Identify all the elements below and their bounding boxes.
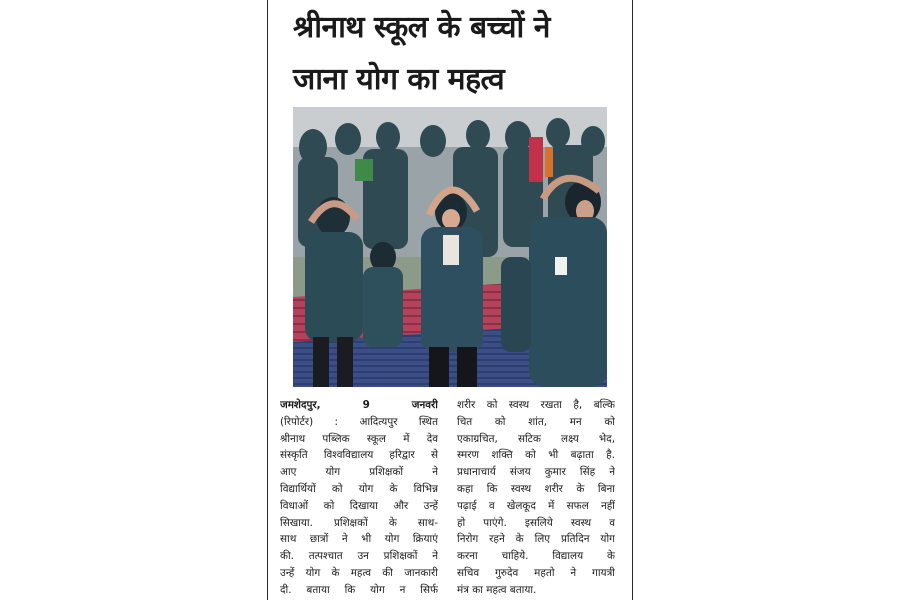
article-line: संस्कृति विश्वविद्यालय हरिद्वार से xyxy=(280,449,438,462)
article-line: एकाग्रचित, सटिक लक्ष्य भेद, xyxy=(457,432,615,445)
headline-line-2: जाना योग का महत्व xyxy=(293,62,505,97)
article-line: चित को शांत, मन को xyxy=(457,415,615,428)
article-line: साथ छात्रों ने भी योग क्रियाएं xyxy=(280,533,438,546)
newspaper-clipping xyxy=(267,0,633,600)
article-column-left xyxy=(280,397,438,599)
article-line: श्रीनाथ पब्लिक स्कूल में देव xyxy=(280,432,438,445)
article-line: विद्यार्थियों को योग के विभिन्न xyxy=(280,482,438,495)
article-line: मंत्र का महत्व बताया. xyxy=(457,583,537,596)
article-line: शरीर को स्वस्थ रखता है, बल्कि xyxy=(457,399,615,411)
article-column-right xyxy=(457,397,615,599)
article-line: हो पाएंगे. इसलिये स्वस्थ व xyxy=(457,516,615,529)
article-line: करना चाहिये. विद्यालय के xyxy=(457,550,615,563)
article-line: (रिपोर्टर) : आदित्यपुर स्थित xyxy=(280,415,438,428)
headline xyxy=(293,2,613,106)
article-line: कहा कि स्वस्थ शरीर के बिना xyxy=(457,482,615,495)
article-line: सचिव गुरुदेव महतो ने गायत्री xyxy=(457,566,615,579)
headline-line-1: श्रीनाथ स्कूल के बच्चों ने xyxy=(293,10,550,45)
article-line: विधाओं को दिखाया और उन्हें xyxy=(280,499,438,512)
photo-illustration xyxy=(293,107,607,387)
article-line: की. तत्पश्चात उन प्रशिक्षकों ने xyxy=(280,550,438,563)
article-line: उन्हें योग के महत्व की जानकारी xyxy=(280,566,438,579)
article-line: पढ़ाई व खेलकूद में सफल नहीं xyxy=(457,499,615,512)
article-line: प्रधानाचार्य संजय कुमार सिंह ने xyxy=(457,466,615,479)
article-line: सिखाया. प्रशिक्षकों के साथ- xyxy=(280,516,438,529)
article-line: आए योग प्रशिक्षकों ने xyxy=(280,466,438,479)
article-line: दी. बताया कि योग न सिर्फ xyxy=(280,583,438,596)
yoga-students-photo xyxy=(293,107,607,387)
article-line: जमशेदपुर, 9 जनवरी xyxy=(280,399,438,411)
article-line: निरोग रहने के लिए प्रतिदिन योग xyxy=(457,533,615,546)
article-line: स्मरण शक्ति को भी बढ़ाता है. xyxy=(457,449,615,462)
